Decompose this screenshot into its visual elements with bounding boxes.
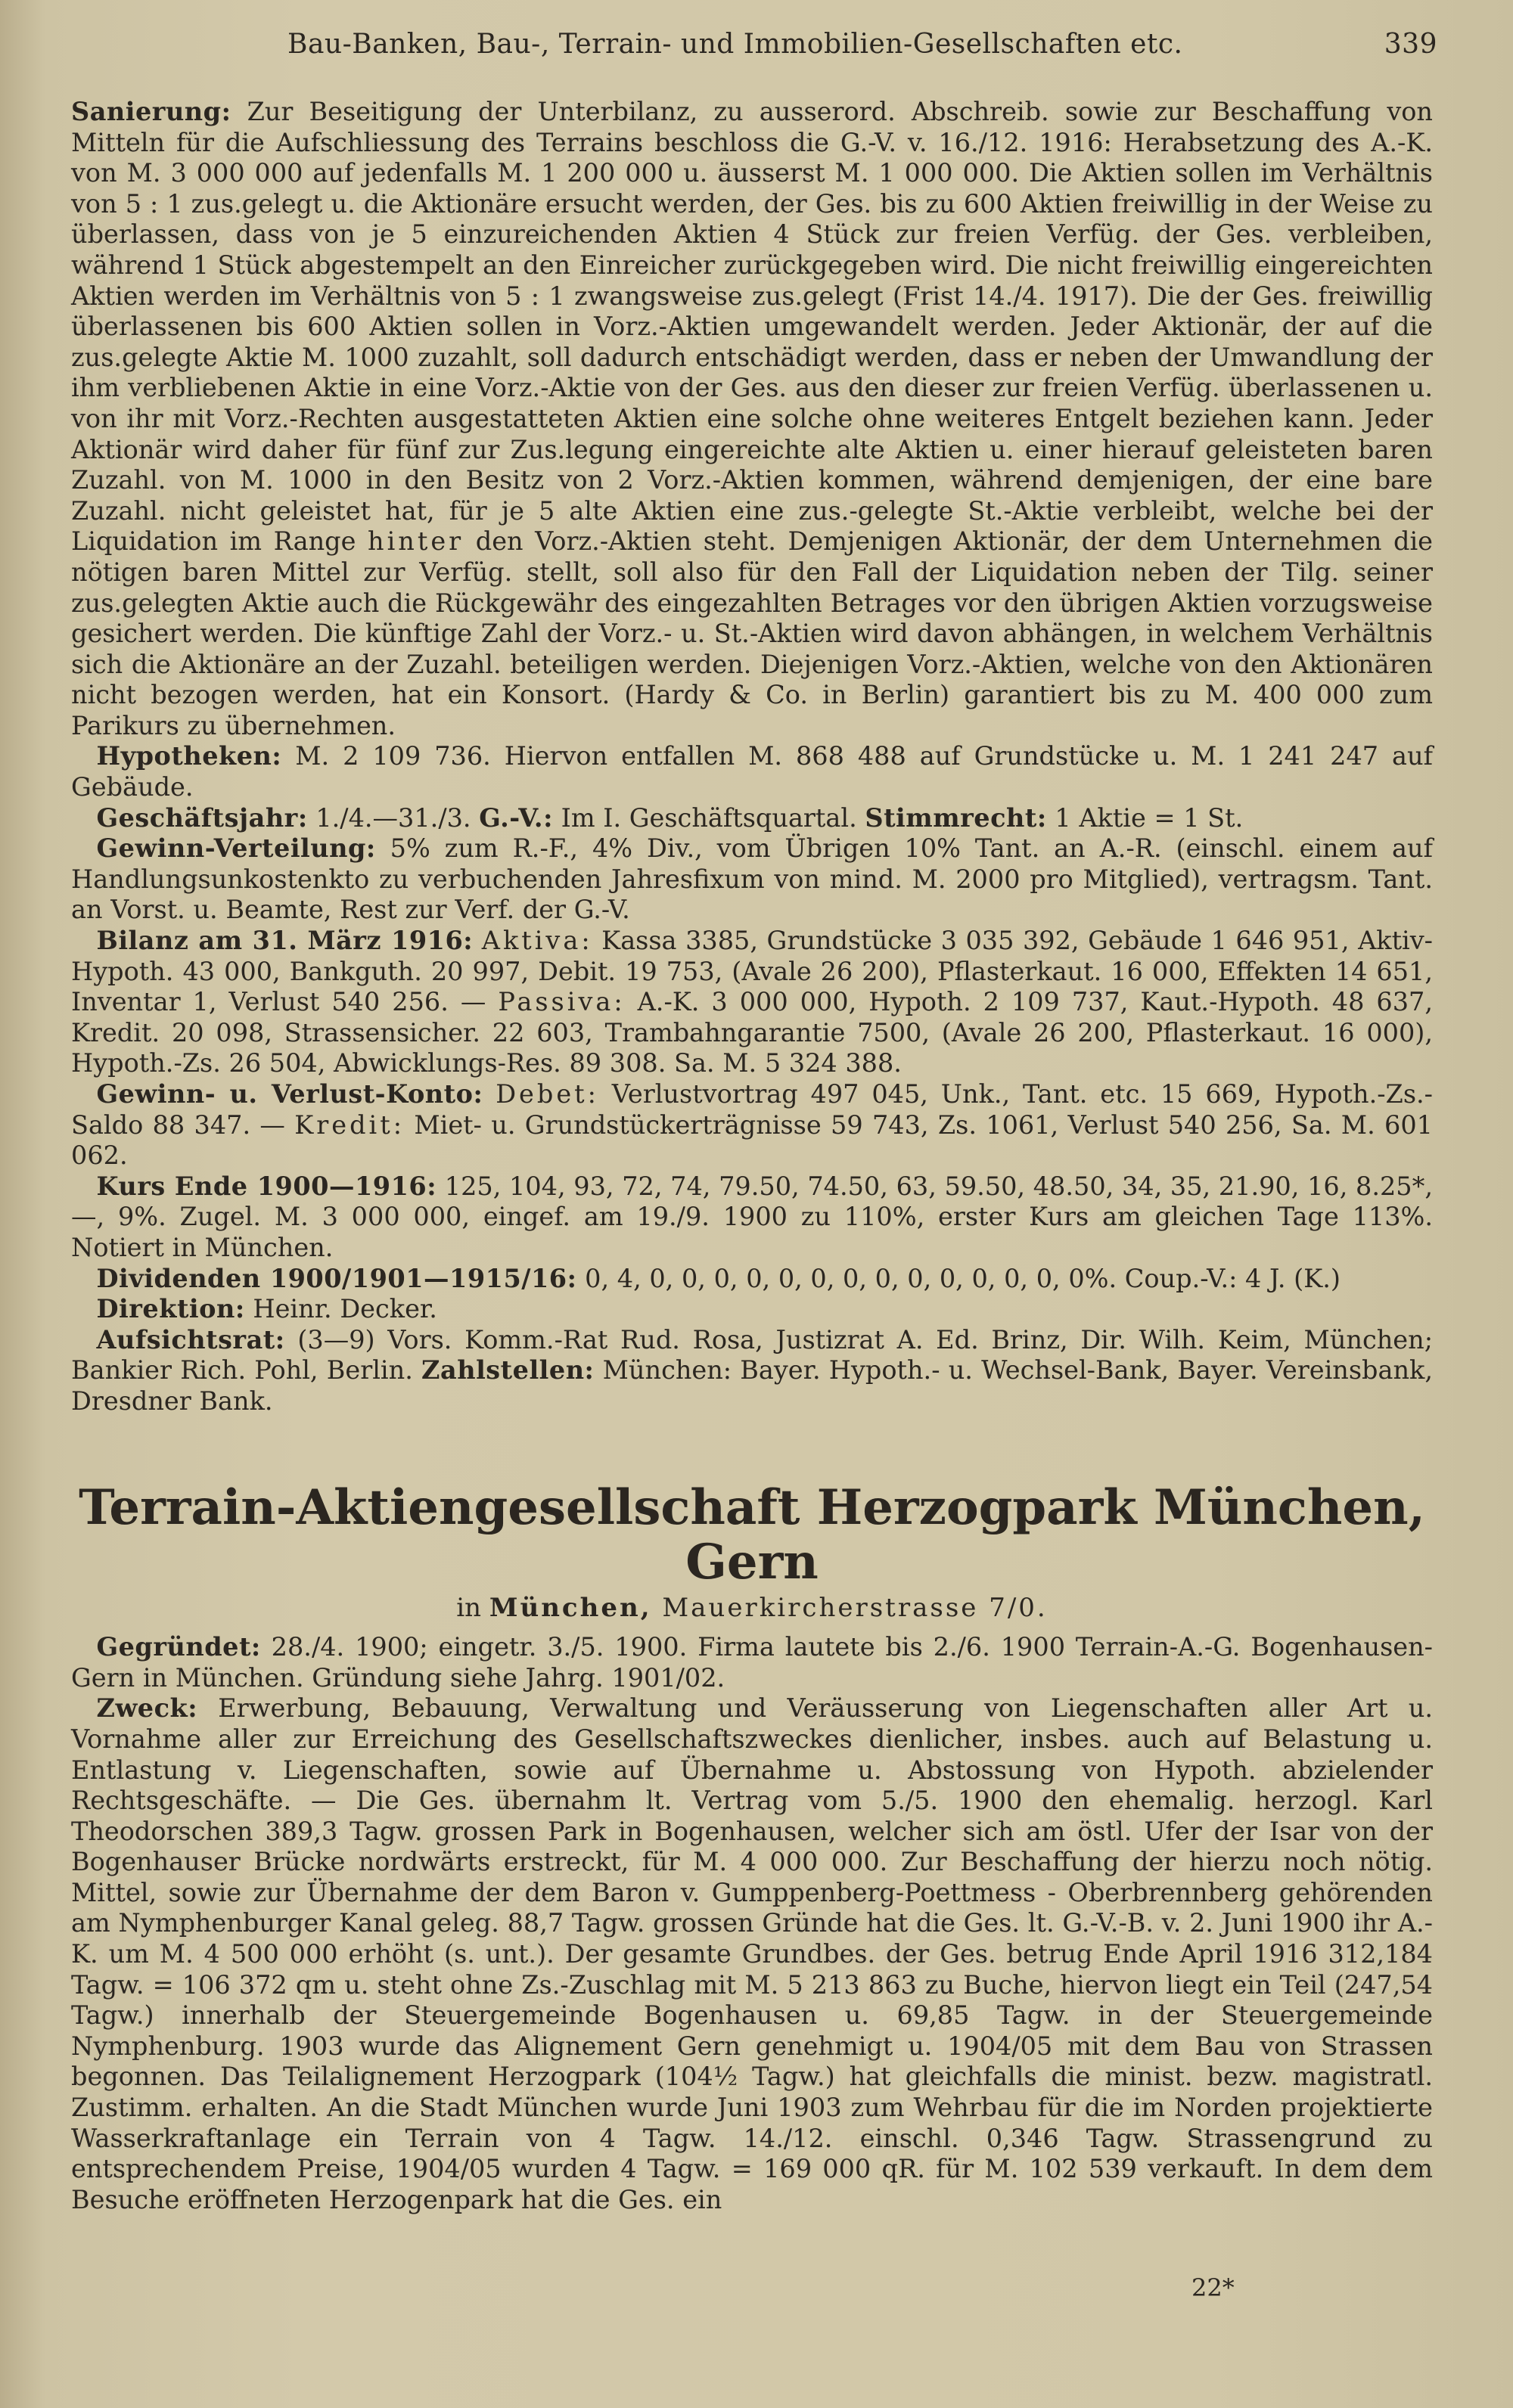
passiva-word: Passiva:: [498, 987, 626, 1017]
stimmrecht-text: 1 Aktie = 1 St.: [1046, 802, 1244, 833]
direktion-text: Heinr. Decker.: [244, 1294, 437, 1324]
gewinn-label: Gewinn-Verteilung:: [96, 833, 376, 864]
zweck-text: Erwerbung, Bebauung, Verwaltung und Veräusserung von Liegenschaften aller Art u. Vornahme aller zur Erreichung des Gesellschaftszweckes dienlicher, insbes. auch auf Belastung u. Entlastung v. Liegenschaften, sowie auf Übernahme u. Abstossung von Hypoth. abzielender Rechtsgeschäfte. — Die Ges. übernahm lt. Vertrag vom 5./5. 1900 den ehemalig. herzogl. Karl Theodorschen 389,3 Tagw. grossen Park in Bogenhausen, welcher sich am östl. Ufer der Isar von der Bogenhauser Brücke nordwärts erstreckt, für M. 4 000 000. Zur Beschaffung der hierzu noch nötig. Mittel, sowie zur Übernahme der dem Baron v. Gumppenberg-Poettmess - Oberbrennberg gehörenden am Nymphenburger Kanal geleg. 88,7 Tagw. grossen Gründe hat die Ges. lt. G.-V.-B. v. 2. Juni 1900 ihr A.-K. um M. 4 500 000 erhöht (s. unt.). Der gesamte Grundbes. der Ges. betrug Ende April 1916 312,184 Tagw. = 106 372 qm u. steht ohne Zs.-Zuschlag mit M. 5 213 863 zu Buche, hiervon liegt ein Teil (247,54 Tagw.) innerhalb der Steuergemeinde Bogenhausen u. 69,85 Tagw. in der Steuergemeinde Nymphenburg. 1903 wurde das Alignement Gern genehmigt u. 1904/05 mit dem Bau von Strassen begonnen. Das Teilalignement Herzogpark (104½ Tagw.) hat gleichfalls die minist. bezw. magistratl. Zustimm. erhalten. An die Stadt München wurde Juni 1903 zum Wehrbau für die im Norden projektierte Wasserkraftanlage ein Terrain von 4 Tagw. 14./12. einschl. 0,346 Tagw. Strassengrund zu entsprechendem Preise, 1904/05 wurden 4 Tagw. = 169 000 qR. für M. 102 539 verkauft. In dem dem Besuche eröffneten Herzogenpark hat die Ges. ein: [71, 1693, 1433, 2214]
location-address: Mauerkircherstrasse 7/0.: [651, 1592, 1048, 1623]
location-city: München,: [489, 1592, 652, 1623]
gv-label: G.-V.:: [479, 802, 553, 833]
sanierung-text: Zur Beseitigung der Unterbilanz, zu ausserord. Abschreib. sowie zur Beschaffung von Mitteln für die Aufschliessung des Terrains beschloss die G.-V. v. 16./12. 1916: Herabsetzung des A.-K. von M. 3 000 000 auf jedenfalls M. 1 200 000 u. äusserst M. 1 000 000. Die Aktien sollen im Verhältnis von 5 : 1 zus.gelegt u. die Aktionäre ersucht werden, der Ges. bis zu 600 Aktien freiwillig in der Weise zu überlassen, dass von je 5 einzureichenden Aktien 4 Stück zur freien Verfüg. der Ges. verbleiben, während 1 Stück abgestempelt an den Einreicher zurückgegeben wird. Die nicht freiwillig eingereichten Aktien werden im Verhältnis von 5 : 1 zwangsweise zus.gelegt (Frist 14./4. 1917). Die der Ges. freiwillig überlassenen bis 600 Aktien sollen in Vorz.-Aktien umgewandelt werden. Jeder Aktionär, der auf die zus.gelegte Aktie M. 1000 zuzahlt, soll dadurch entschädigt werden, dass er neben der Umwandlung der ihm verbliebenen Aktie in eine Vorz.-Aktie von der Ges. aus den dieser zur freien Verfüg. überlassenen u. von ihr mit Vorz.-Rechten ausgestatteten Aktien eine solche ohne weiteres Entgelt beziehen kann. Jeder Aktionär wird daher für fünf zur Zus.legung eingereichte alte Aktien u. einer hierauf geleisteten baren Zuzahl. von M. 1000 in den Besitz von 2 Vorz.-Aktien kommen, während demjenigen, der eine bare Zuzahl. nicht geleistet hat, für je 5 alte Aktien eine zus.-gelegte St.-Aktie verbleibt, welche bei der Liquidation im Range: [71, 97, 1433, 557]
hypotheken-paragraph: [71, 741, 1433, 802]
running-header: [287, 29, 1437, 74]
zahlstellen-text: München: Bayer. Hypoth.- u. Wechsel-Bank, Bayer. Vereinsbank, Dresdner Bank.: [71, 1355, 1433, 1416]
aufsichtsrat-text: (3—9) Vors. Komm.-Rat Rud. Rosa, Justizrat A. Ed. Brinz, Dir. Wilh. Keim, München; Bankier Rich. Pohl, Berlin.: [71, 1324, 1433, 1386]
kurs-label: Kurs Ende 1900—1916:: [96, 1171, 437, 1201]
gv-text: Im I. Geschäftsquartal.: [552, 802, 865, 833]
kurs-text: 125, 104, 93, 72, 74, 79.50, 74.50, 63, 59.50, 48.50, 34, 35, 21.90, 16, 8.25*, —, 9%. Zugel. M. 3 000 000, eingef. am 19./9. 1900 zu 110%, erster Kurs am gleichen Tage 113%. Notiert in München.: [71, 1171, 1434, 1262]
zweck-label: Zweck:: [96, 1693, 198, 1724]
zahlstellen-label: Zahlstellen:: [421, 1355, 595, 1386]
hypotheken-text: M. 2 109 736. Hiervon entfallen M. 868 488 auf Grundstücke u. M. 1 241 247 auf Gebäude.: [71, 741, 1433, 802]
signature-mark: 22*: [1191, 2273, 1235, 2302]
dividenden-paragraph: [71, 1264, 1433, 1295]
hinter-word: hinter: [368, 526, 464, 557]
kurs-paragraph: [71, 1171, 1433, 1264]
sanierung-text-2: den Vorz.-Aktien steht. Demjenigen Aktionär, der dem Unternehmen die nötigen baren Mittel zur Verfüg. stellt, soll also für den Fall der Liquidation neben der Tilg. seiner zus.gelegten Aktie auch die Rückgewähr des eingezahlten Betrages vor den übrigen Aktien vorzugsweise gesichert werden. Die künftige Zahl der Vorz.- u. St.-Aktien wird davon abhängen, in welchem Verhältnis sich die Aktionäre an der Zuzahl. beteiligen werden. Diejenigen Vorz.-Aktien, welche von den Aktionären nicht bezogen werden, hat ein Konsort. (Hardy & Co. in Berlin) garantiert bis zu M. 400 000 zum Parikurs zu übernehmen.: [71, 526, 1433, 740]
page-body: [71, 97, 1433, 2215]
geschaeftsjahr-paragraph: [71, 803, 1433, 834]
location-in: in: [456, 1592, 489, 1623]
geschaeftsjahr-text: 1./4.—31./3.: [307, 802, 480, 833]
sanierung-paragraph: [71, 97, 1433, 741]
running-title: Bau-Banken, Bau-, Terrain- und Immobilien-Gesellschaften etc.: [287, 29, 1183, 60]
gegruendet-label: Gegründet:: [96, 1632, 261, 1662]
guv-label: Gewinn- u. Verlust-Konto:: [96, 1079, 483, 1109]
gegruendet-text: 28./4. 1900; eingetr. 3./5. 1900. Firma lautete bis 2./6. 1900 Terrain-A.-G. Bogenhausen-Gern in München. Gründung siehe Jahrg. 1901/02.: [71, 1632, 1433, 1693]
direktion-label: Direktion:: [96, 1294, 245, 1324]
debet-word: Debet:: [496, 1079, 599, 1109]
guv-paragraph: [71, 1079, 1433, 1171]
stimmrecht-label: Stimmrecht:: [865, 802, 1047, 833]
bilanz-paragraph: [71, 926, 1433, 1079]
guv-text-2: Miet- u. Grundstückerträgnisse 59 743, Zs. 1061, Verlust 540 256, Sa. M. 601 062.: [71, 1109, 1433, 1171]
aktiva-word: Aktiva:: [481, 926, 593, 956]
company-location: [71, 1593, 1433, 1624]
gegruendet-paragraph: [71, 1632, 1433, 1693]
kredit-word: Kredit:: [294, 1109, 405, 1140]
sanierung-label: Sanierung:: [71, 97, 231, 126]
guv-text-1: Verlustvortrag 497 045, Unk., Tant. etc. 15 669, Hypoth.-Zs.-Saldo 88 347. —: [71, 1079, 1433, 1140]
bilanz-label: Bilanz am 31. März 1916:: [96, 926, 474, 956]
gewinn-text: 5% zum R.-F., 4% Div., vom Übrigen 10% Tant. an A.-R. (einschl. einem auf Handlungsunkostenkto zu verbuchenden Jahresfixum von mind. M. 2000 pro Mitglied), vertragsm. Tant. an Vorst. u. Beamte, Rest zur Verf. der G.-V.: [71, 833, 1433, 925]
dividenden-text: 0, 4, 0, 0, 0, 0, 0, 0, 0, 0, 0, 0, 0, 0, 0, 0%. Coup.-V.: 4 J. (K.): [576, 1263, 1341, 1293]
zweck-paragraph: [71, 1693, 1433, 2215]
bilanz-text-2: A.-K. 3 000 000, Hypoth. 2 109 737, Kaut.-Hypoth. 48 637, Kredit. 20 098, Strassensicher. 22 603, Trambahngarantie 7500, (Avale 26 200, Pflasterkaut. 16 000), Hypoth.-Zs. 26 504, Abwicklungs-Res. 89 308. Sa. M. 5 324 388.: [71, 987, 1434, 1078]
aufsichtsrat-paragraph: [71, 1325, 1433, 1417]
dividenden-label: Dividenden 1900/1901—1915/16:: [96, 1263, 577, 1293]
direktion-paragraph: [71, 1294, 1433, 1325]
aufsichtsrat-label: Aufsichtsrat:: [96, 1324, 285, 1354]
gewinn-paragraph: [71, 833, 1433, 926]
company-title: Terrain-Aktiengesellschaft Herzogpark München, Gern: [79, 1479, 1425, 1590]
hypotheken-label: Hypotheken:: [96, 741, 282, 771]
page-number: 339: [1384, 29, 1437, 60]
bilanz-text-1: Kassa 3385, Grundstücke 3 035 392, Gebäude 1 646 951, Aktiv-Hypoth. 43 000, Bankguth. 20 997, Debit. 19 753, (Avale 26 200), Pflasterkaut. 16 000, Effekten 14 651, Inventar 1, Verlust 540 256. —: [71, 926, 1433, 1017]
geschaeftsjahr-label: Geschäftsjahr:: [96, 802, 308, 833]
